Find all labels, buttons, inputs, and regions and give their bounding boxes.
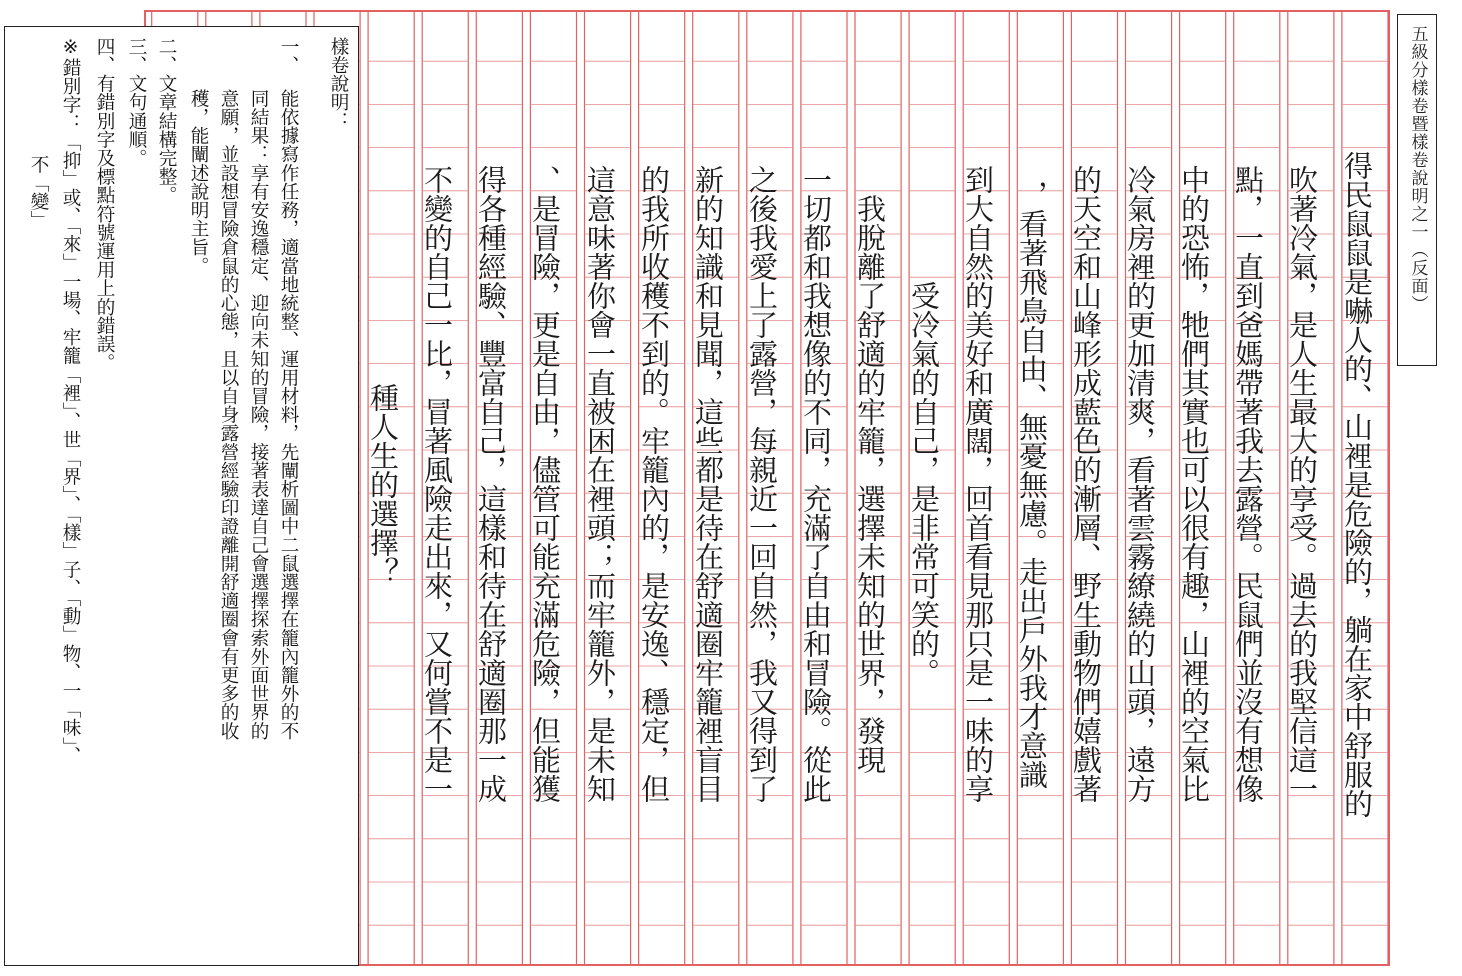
- note-typo-list: ※錯別字：「抑」或、「來」一場、牢籠「裡」、世「界」、「樣」子、「動」物、一「味」、: [60, 37, 81, 765]
- essay-column: 不變的自己一比，冒著風險走出來，又何嘗不是一: [420, 165, 454, 803]
- essay-column: 之後我愛上了露營，每親近一回自然，我又得到了: [745, 165, 779, 803]
- essay-column: 吹著冷氣，是人生最大的享受。過去的我堅信這一: [1285, 165, 1319, 803]
- essay-column: 到大自然的美好和廣闊，回首看見那只是一味的享: [961, 165, 995, 803]
- essay-column: 得民鼠鼠是嚇人的、山裡是危險的，躺在家中舒服的: [1340, 150, 1374, 818]
- explanation-box: [4, 26, 359, 966]
- essay-column: 、是冒險，更是自由，儘管可能充滿危險，但能獲: [528, 165, 562, 803]
- essay-column: 的天空和山峰形成藍色的漸層、野生動物們嬉戲著: [1069, 165, 1103, 803]
- note-item-1-line: 穫，能闡述說明主旨。: [188, 89, 209, 275]
- essay-column: 點，一直到爸媽帶著我去露營。民鼠們並沒有想像: [1231, 165, 1265, 803]
- essay-column: 一切都和我想像的不同，充滿了自由和冒險。從此: [799, 165, 833, 803]
- essay-column: 受冷氣的自己，是非常可笑的。: [907, 281, 941, 687]
- explanation-heading: 樣卷說明：: [328, 37, 349, 130]
- note-item-1-line: 意願，並設想冒險倉鼠的心態，且以自身露營經驗印證離開舒適圈會有更多的收: [218, 89, 239, 740]
- title-box: [1397, 14, 1437, 366]
- note-item-1-label: 一、: [278, 37, 299, 75]
- note-item-1-line: 能依據寫作任務，適當地統整、運用材料，先闡析圖中二鼠選擇在籠內籠外的不: [278, 89, 299, 740]
- essay-column: 這意味著你會一直被困在裡頭；而牢籠外，是未知: [583, 165, 617, 803]
- essay-column: 新的知識和見聞，這些都是待在舒適圈牢籠裡盲目: [691, 165, 725, 803]
- note-typo-list: 不「變」: [28, 155, 49, 230]
- page-title: 五級分樣卷暨樣卷說明之一（反面）: [1407, 25, 1428, 313]
- note-item-3: 三、文句通順。: [126, 37, 147, 168]
- essay-column: ，看著飛鳥自由、無憂無慮。走出戶外我才意識: [1015, 179, 1049, 789]
- note-item-4: 四、有錯別字及標點符號運用上的錯誤。: [94, 37, 115, 372]
- essay-column: 得各種經驗、豐富自己，這樣和待在舒適圈那一成: [474, 165, 508, 803]
- note-item-2: 二、文章結構完整。: [156, 37, 177, 205]
- essay-column: 中的恐怖，牠們其實也可以很有趣，山裡的空氣比: [1177, 165, 1211, 803]
- note-item-1-line: 同結果：享有安逸穩定、迎向未知的冒險，接著表達自己會選擇探索外面世界的: [248, 89, 269, 740]
- essay-column: 種人生的選擇？: [366, 382, 400, 586]
- essay-column: 冷氣房裡的更加清爽，看著雲霧繚繞的山頭，遠方: [1123, 165, 1157, 803]
- essay-column: 的我所收穫不到的。牢籠內的，是安逸、穩定，但: [637, 165, 671, 803]
- essay-column: 我脫離了舒適的牢籠，選擇未知的世界，發現: [853, 194, 887, 774]
